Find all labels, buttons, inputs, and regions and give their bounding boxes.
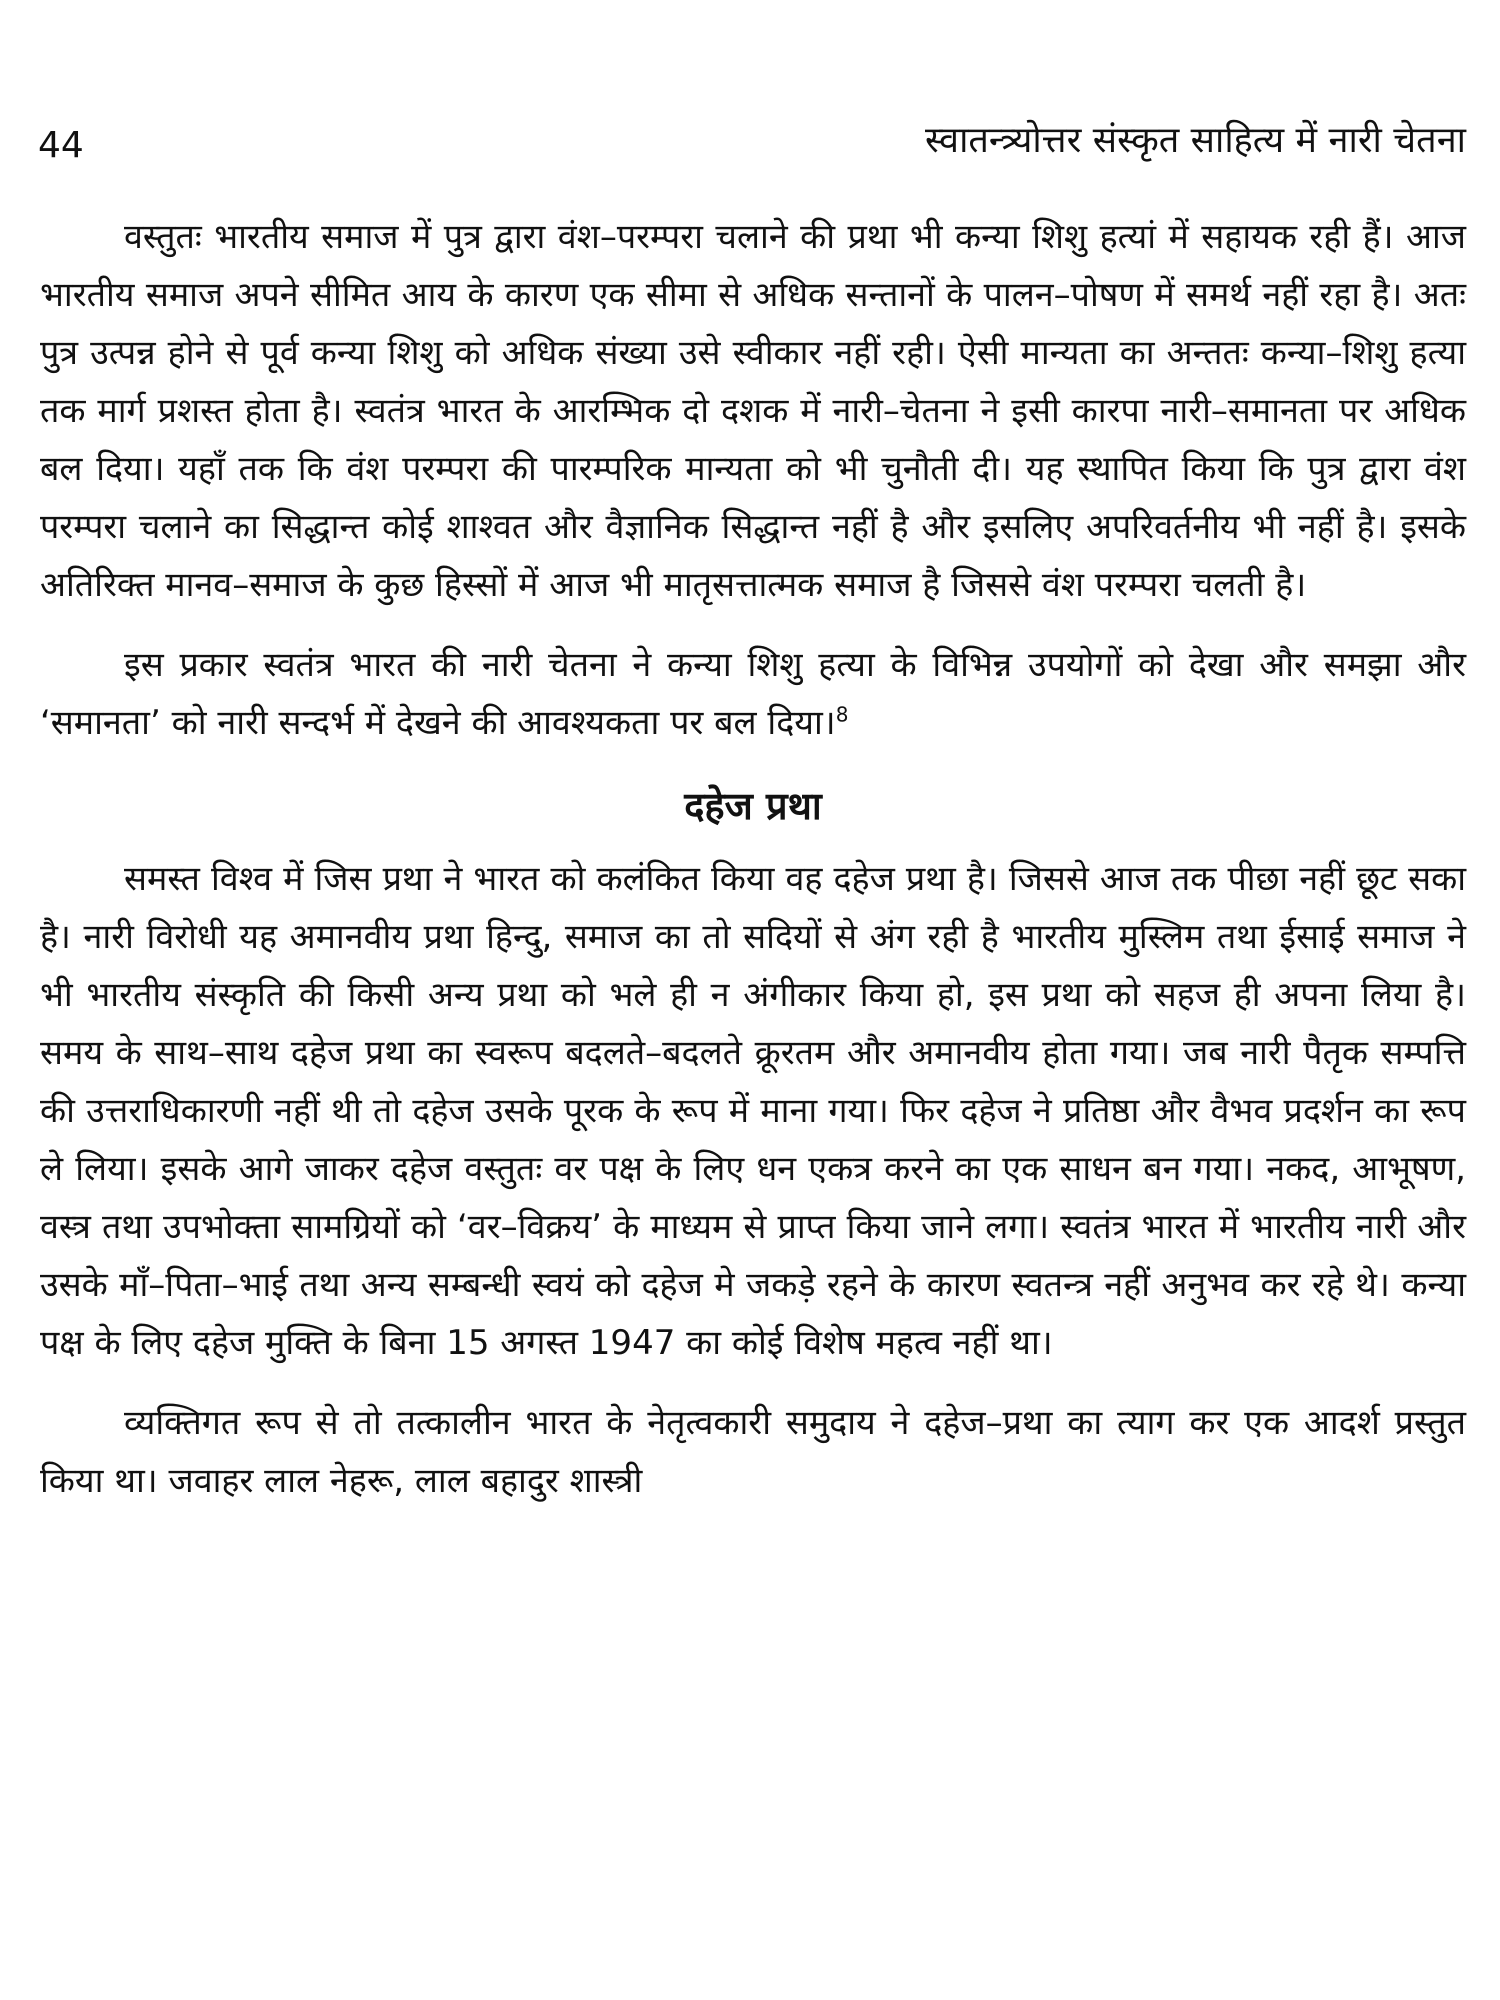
paragraph-2-text: इस प्रकार स्वतंत्र भारत की नारी चेतना ने कन्या शिशु हत्या के विभिन्न उपयोगों को देखा और समझा और ‘समानता’ को नारी सन्दर्भ में देखने की आवश्यकता पर बल दिया। [40, 645, 1466, 743]
page-number: 44 [38, 125, 84, 166]
body-text [40, 208, 1466, 1510]
paragraph-4: व्यक्तिगत रूप से तो तत्कालीन भारत के नेतृत्वकारी समुदाय ने दहेज–प्रथा का त्याग कर एक आदर्श प्रस्तुत किया था। जवाहर लाल नेहरू, लाल बहादुर शास्त्री [40, 1403, 1466, 1501]
section-heading: दहेज प्रथा [684, 784, 822, 828]
footnote-reference: 8 [835, 702, 849, 727]
paragraph-2 [40, 636, 1466, 752]
running-header-title: स्वातन्त्र्योत्तर संस्कृत साहित्य में नारी चेतना [925, 120, 1466, 161]
paragraph-1: वस्तुतः भारतीय समाज में पुत्र द्वारा वंश–परम्परा चलाने की प्रथा भी कन्या शिशु हत्यां में सहायक रही हैं। आज भारतीय समाज अपने सीमित आय के कारण एक सीमा से अधिक सन्तानों के पालन–पोषण में समर्थ नहीं रहा है। अतः पुत्र उत्पन्न होने से पूर्व कन्या शिशु को अधिक संख्या उसे स्वीकार नहीं रही। ऐसी मान्यता का अन्ततः कन्या–शिशु हत्या तक मार्ग प्रशस्त होता है। स्वतंत्र भारत के आरम्भिक दो दशक में नारी–चेतना ने इसी कारपा नारी–समानता पर अधिक बल दिया। यहाँ तक कि वंश परम्परा की पारम्परिक मान्यता को भी चुनौती दी। यह स्थापित किया कि पुत्र द्वारा वंश परम्परा चलाने का सिद्धान्त कोई शाश्वत और वैज्ञानिक सिद्धान्त नहीं है और इसलिए अपरिवर्तनीय भी नहीं है। इसके अतिरिक्त मानव–समाज के कुछ हिस्सों में आज भी मातृसत्तात्मक समाज है जिससे वंश परम्परा चलती है। [40, 217, 1466, 605]
paragraph-3: समस्त विश्व में जिस प्रथा ने भारत को कलंकित किया वह दहेज प्रथा है। जिससे आज तक पीछा नहीं छूट सका है। नारी विरोधी यह अमानवीय प्रथा हिन्दु, समाज का तो सदियों से अंग रही है भारतीय मुस्लिम तथा ईसाई समाज ने भी भारतीय संस्कृति की किसी अन्य प्रथा को भले ही न अंगीकार किया हो, इस प्रथा को सहज ही अपना लिया है। समय के साथ–साथ दहेज प्रथा का स्वरूप बदलते–बदलते क्रूरतम और अमानवीय होता गया। जब नारी पैतृक सम्पत्ति की उत्तराधिकारणी नहीं थी तो दहेज उसके पूरक के रूप में माना गया। फिर दहेज ने प्रतिष्ठा और वैभव प्रदर्शन का रूप ले लिया। इसके आगे जाकर दहेज वस्तुतः वर पक्ष के लिए धन एकत्र करने का एक साधन बन गया। नकद, आभूषण, वस्त्र तथा उपभोक्ता सामग्रियों को ‘वर–विक्रय’ के माध्यम से प्राप्त किया जाने लगा। स्वतंत्र भारत में भारतीय नारी और उसके माँ–पिता–भाई तथा अन्य सम्बन्धी स्वयं को दहेज मे जकड़े रहने के कारण स्वतन्त्र नहीं अनुभव कर रहे थे। कन्या पक्ष के लिए दहेज मुक्ति के बिना 15 अगस्त 1947 का कोई विशेष महत्व नहीं था। [40, 859, 1466, 1363]
